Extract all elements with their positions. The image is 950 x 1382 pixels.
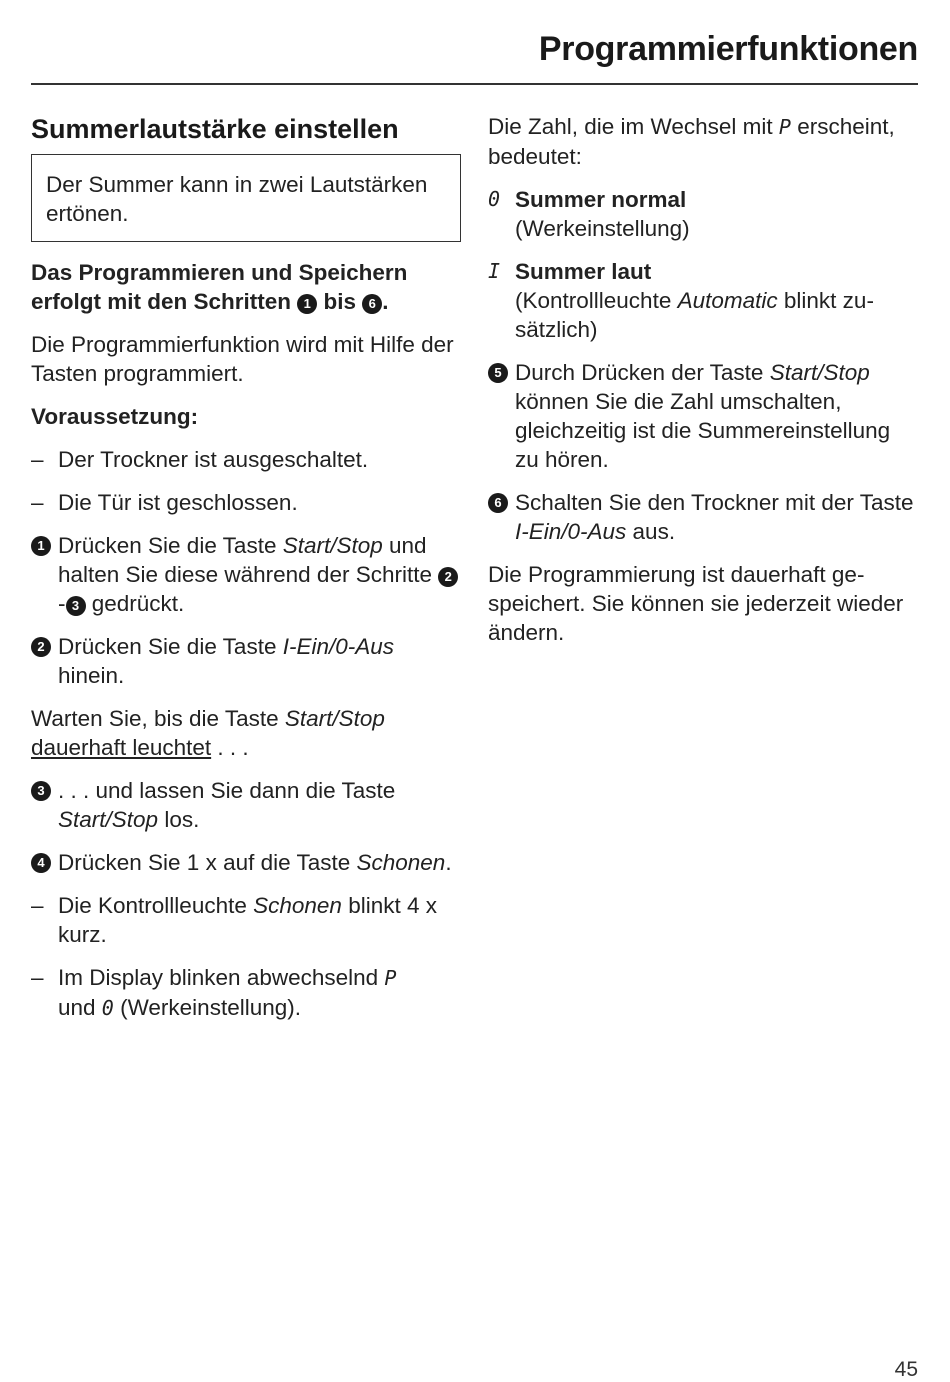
result-item: – Im Display blinken abwechselnd P und 0 (Werkeinstellung).: [31, 965, 397, 1020]
result-item: – Die Kontrollleuchte Schonen blinkt 4 x kurz.: [31, 893, 437, 947]
display-0-glyph: 0: [101, 996, 114, 1020]
step-number-1-icon: 1: [297, 294, 317, 314]
step-2: 2 Drücken Sie die Taste I-Ein/0-Aus hinein.: [31, 632, 461, 690]
prerequisite-label: Voraussetzung:: [31, 404, 199, 429]
option-loud: I Summer laut (Kontrollleuchte Automatic blinkt zusätzlich): [488, 259, 874, 342]
step-1: 1 Drücken Sie die Taste Start/Stop und halten Sie diese während der Schritte 2- 3 gedrückt.: [31, 531, 461, 618]
step-number-1-icon: 1: [31, 536, 51, 556]
header-divider: [31, 83, 918, 85]
note-box: [31, 154, 461, 242]
note-text: Der Summer kann in zwei Lautstärken ertönen.: [46, 172, 428, 226]
meaning-intro: Die Zahl, die im Wechsel mit P erscheint, bedeutet:: [488, 114, 895, 169]
prerequisite-item: – Der Trockner ist ausgeschaltet.: [31, 447, 369, 472]
step-number-3-icon: 3: [31, 781, 51, 801]
step-number-2-icon: 2: [438, 567, 458, 587]
step-6: 6 Schalten Sie den Trockner mit der Taste I-Ein/0-Aus aus.: [488, 488, 918, 546]
closing-paragraph: Die Programmierung ist dauerhaft gespeichert. Sie können sie jederzeit wieder ändern.: [488, 562, 904, 645]
display-p-glyph: P: [778, 115, 791, 139]
dash-bullet: –: [31, 965, 44, 990]
wait-paragraph: Warten Sie, bis die Taste Start/Stop dauerhaft leuchtet . . .: [31, 706, 385, 760]
step-number-3-icon: 3: [66, 596, 86, 616]
display-1-glyph: I: [488, 259, 501, 283]
step-number-5-icon: 5: [488, 363, 508, 383]
dash-bullet: –: [31, 490, 44, 515]
right-column: [488, 112, 918, 661]
step-number-2-icon: 2: [31, 637, 51, 657]
left-column: [31, 112, 461, 1037]
section-title: Summerlautstärke einstellen: [31, 114, 399, 144]
dash-bullet: –: [31, 893, 44, 918]
step-4: 4 Drücken Sie 1 x auf die Taste Schonen.: [31, 848, 461, 877]
dash-bullet: –: [31, 447, 44, 472]
intro-bold-paragraph: Das Programmieren und Speichern erfolgt mit den Schritten 1 bis 6 .: [31, 260, 408, 314]
display-0-glyph: 0: [488, 187, 501, 211]
option-normal: 0 Summer normal (Werkeinstellung): [488, 187, 690, 241]
step-number-6-icon: 6: [488, 493, 508, 513]
help-paragraph: Die Programmierfunktion wird mit Hilfe der Tasten programmiert.: [31, 332, 454, 386]
display-p-glyph: P: [384, 966, 397, 990]
step-number-4-icon: 4: [31, 853, 51, 873]
step-3: 3 . . . und lassen Sie dann die Taste Start/Stop los.: [31, 776, 461, 834]
step-number-6-icon: 6: [362, 294, 382, 314]
page-number: 45: [894, 1358, 918, 1381]
page-header-title: Programmierfunktionen: [538, 30, 918, 68]
prerequisite-item: – Die Tür ist geschlossen.: [31, 490, 298, 515]
step-5: 5 Durch Drücken der Taste Start/Stop können Sie die Zahl umschalten, gleichzeitig ist die Summereinstellung zu hören.: [488, 358, 918, 474]
